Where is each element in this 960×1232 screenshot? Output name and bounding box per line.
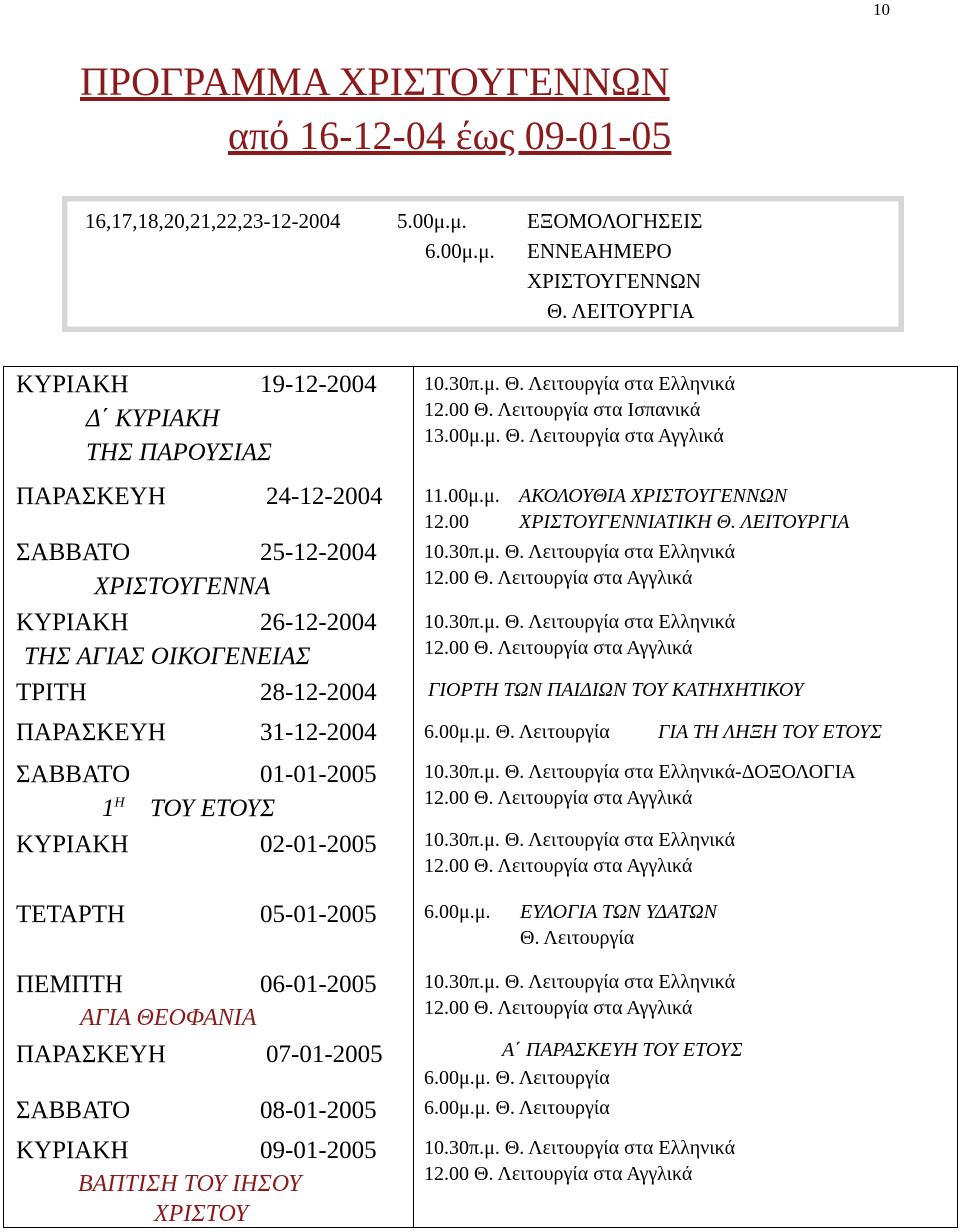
banner-event-1: ΕΞΟΜΟΛΟΓΗΣΕΙΣ	[527, 209, 703, 233]
row-event-time: 12.00	[424, 511, 469, 533]
schedule-table	[3, 366, 958, 1228]
row-event: 10.30π.μ. Θ. Λειτουργία στα Ελληνικά	[424, 1137, 736, 1159]
row-date: 08-01-2005	[260, 1097, 377, 1124]
row-date: 26-12-2004	[260, 609, 377, 636]
row-event: Θ. Λειτουργία	[520, 927, 635, 949]
row-feast: ΤΗΣ ΠΑΡΟΥΣΙΑΣ	[86, 439, 272, 466]
row-event: 12.00 Θ. Λειτουργία στα Αγγλικά	[424, 855, 693, 877]
row-feast: ΑΓΙΑ ΘΕΟΦΑΝΙΑ	[80, 1005, 257, 1031]
row-event: 13.00μ.μ. Θ. Λειτουργία στα Αγγλικά	[424, 425, 724, 447]
row-event: 12.00 Θ. Λειτουργία στα Αγγλικά	[424, 637, 693, 659]
banner-time-1: 5.00μ.μ.	[397, 209, 467, 233]
row-event: 12.00 Θ. Λειτουργία στα Αγγλικά	[424, 787, 693, 809]
confession-banner	[62, 196, 904, 332]
page-subtitle: από 16-12-04 έως 09-01-05	[228, 113, 672, 158]
row-day: ΣΑΒΒΑΤΟ	[16, 1097, 131, 1124]
row-date: 25-12-2004	[260, 539, 377, 566]
row-event: 6.00μ.μ. Θ. Λειτουργία	[424, 1097, 610, 1119]
row-day: ΠΑΡΑΣΚΕΥΗ	[16, 719, 166, 746]
row-date: 01-01-2005	[260, 761, 377, 788]
row-date: 06-01-2005	[260, 971, 377, 998]
row-event: 12.00 Θ. Λειτουργία στα Αγγλικά	[424, 567, 693, 589]
row-event: ΓΙΟΡΤΗ ΤΩΝ ΠΑΙΔΙΩΝ ΤΟΥ ΚΑΤΗΧΗΤΙΚΟΥ	[428, 679, 804, 701]
row-day: ΠΑΡΑΣΚΕΥΗ	[16, 483, 166, 510]
row-date: 28-12-2004	[260, 679, 377, 706]
row-date: 09-01-2005	[260, 1137, 377, 1164]
banner-dates: 16,17,18,20,21,22,23-12-2004	[85, 209, 341, 233]
row-feast: ΧΡΙΣΤΟΥΓΕΝΝΑ	[94, 573, 271, 600]
banner-event-3: ΧΡΙΣΤΟΥΓΕΝΝΩΝ	[527, 269, 701, 293]
row-feast: $1^H$	[102, 795, 125, 822]
row-event: 10.30π.μ. Θ. Λειτουργία στα Ελληνικά	[424, 373, 736, 395]
row-feast: ΧΡΙΣΤΟΥ	[154, 1201, 249, 1227]
row-event-time: 11.00μ.μ.	[424, 485, 500, 507]
row-event: 10.30π.μ. Θ. Λειτουργία στα Ελληνικά	[424, 971, 736, 993]
row-event: 12.00 Θ. Λειτουργία στα Αγγλικά	[424, 1163, 693, 1185]
row-date: 02-01-2005	[260, 831, 377, 858]
row-day: ΠΕΜΠΤΗ	[16, 971, 123, 998]
row-date: 05-01-2005	[260, 901, 377, 928]
row-day: ΚΥΡΙΑΚΗ	[16, 609, 129, 636]
row-date: 07-01-2005	[266, 1041, 383, 1068]
row-event: 10.30π.μ. Θ. Λειτουργία στα Ελληνικά	[424, 611, 736, 633]
row-feast: ΒΑΠΤΙΣΗ ΤΟΥ ΙΗΣΟΥ	[78, 1171, 302, 1197]
page-number: 10	[873, 0, 890, 19]
row-event: Α΄ ΠΑΡΑΣΚΕΥΗ ΤΟΥ ΕΤΟΥΣ	[502, 1039, 743, 1061]
page-title: ΠΡΟΓΡΑΜΜΑ ΧΡΙΣΤΟΥΓΕΝΝΩΝ	[80, 59, 670, 104]
row-feast: Δ΄ ΚΥΡΙΑΚΗ	[86, 405, 220, 432]
banner-event-2: ΕΝΝΕΑΗΜΕΡΟ	[527, 239, 672, 263]
row-day: ΚΥΡΙΑΚΗ	[16, 1137, 129, 1164]
row-date: 31-12-2004	[260, 719, 377, 746]
row-day: ΚΥΡΙΑΚΗ	[16, 831, 129, 858]
row-event-time: 6.00μ.μ. Θ. Λειτουργία	[424, 721, 610, 743]
row-feast: ΤΗΣ ΑΓΙΑΣ ΟΙΚΟΓΕΝΕΙΑΣ	[24, 643, 311, 670]
row-day: ΤΕΤΑΡΤΗ	[16, 901, 126, 928]
row-feast: ΤΟΥ ΕΤΟΥΣ	[150, 795, 276, 822]
row-date: 24-12-2004	[266, 483, 383, 510]
row-event: 12.00 Θ. Λειτουργία στα Αγγλικά	[424, 997, 693, 1019]
row-day: ΣΑΒΒΑΤΟ	[16, 761, 131, 788]
row-day: ΤΡΙΤΗ	[16, 679, 87, 706]
row-event-time: 6.00μ.μ.	[424, 901, 491, 923]
banner-event-4: Θ. ΛΕΙΤΟΥΡΓΙΑ	[547, 299, 695, 323]
row-day: ΣΑΒΒΑΤΟ	[16, 539, 131, 566]
row-event: ΕΥΛΟΓΙΑ ΤΩΝ ΥΔΑΤΩΝ	[520, 901, 718, 923]
row-day: ΠΑΡΑΣΚΕΥΗ	[16, 1041, 166, 1068]
banner-time-2: 6.00μ.μ.	[425, 239, 495, 263]
row-event: 12.00 Θ. Λειτουργία στα Ισπανικά	[424, 399, 701, 421]
row-event: 10.30π.μ. Θ. Λειτουργία στα Ελληνικά-ΔΟΞΟΛΟΓΙΑ	[424, 761, 856, 783]
row-event: ΧΡΙΣΤΟΥΓΕΝΝΙΑΤΙΚΗ Θ. ΛΕΙΤΟΥΡΓΙΑ	[519, 511, 850, 533]
row-event: 10.30π.μ. Θ. Λειτουργία στα Ελληνικά	[424, 829, 736, 851]
row-event: 6.00μ.μ. Θ. Λειτουργία	[424, 1067, 610, 1089]
row-event: 10.30π.μ. Θ. Λειτουργία στα Ελληνικά	[424, 541, 736, 563]
row-date: 19-12-2004	[260, 371, 377, 398]
row-day: ΚΥΡΙΑΚΗ	[16, 371, 129, 398]
row-event: ΑΚΟΛΟΥΘΙΑ ΧΡΙΣΤΟΥΓΕΝΝΩΝ	[519, 485, 788, 507]
row-event: ΓΙΑ ΤΗ ΛΗΞΗ ΤΟΥ ΕΤΟΥΣ	[658, 721, 882, 743]
